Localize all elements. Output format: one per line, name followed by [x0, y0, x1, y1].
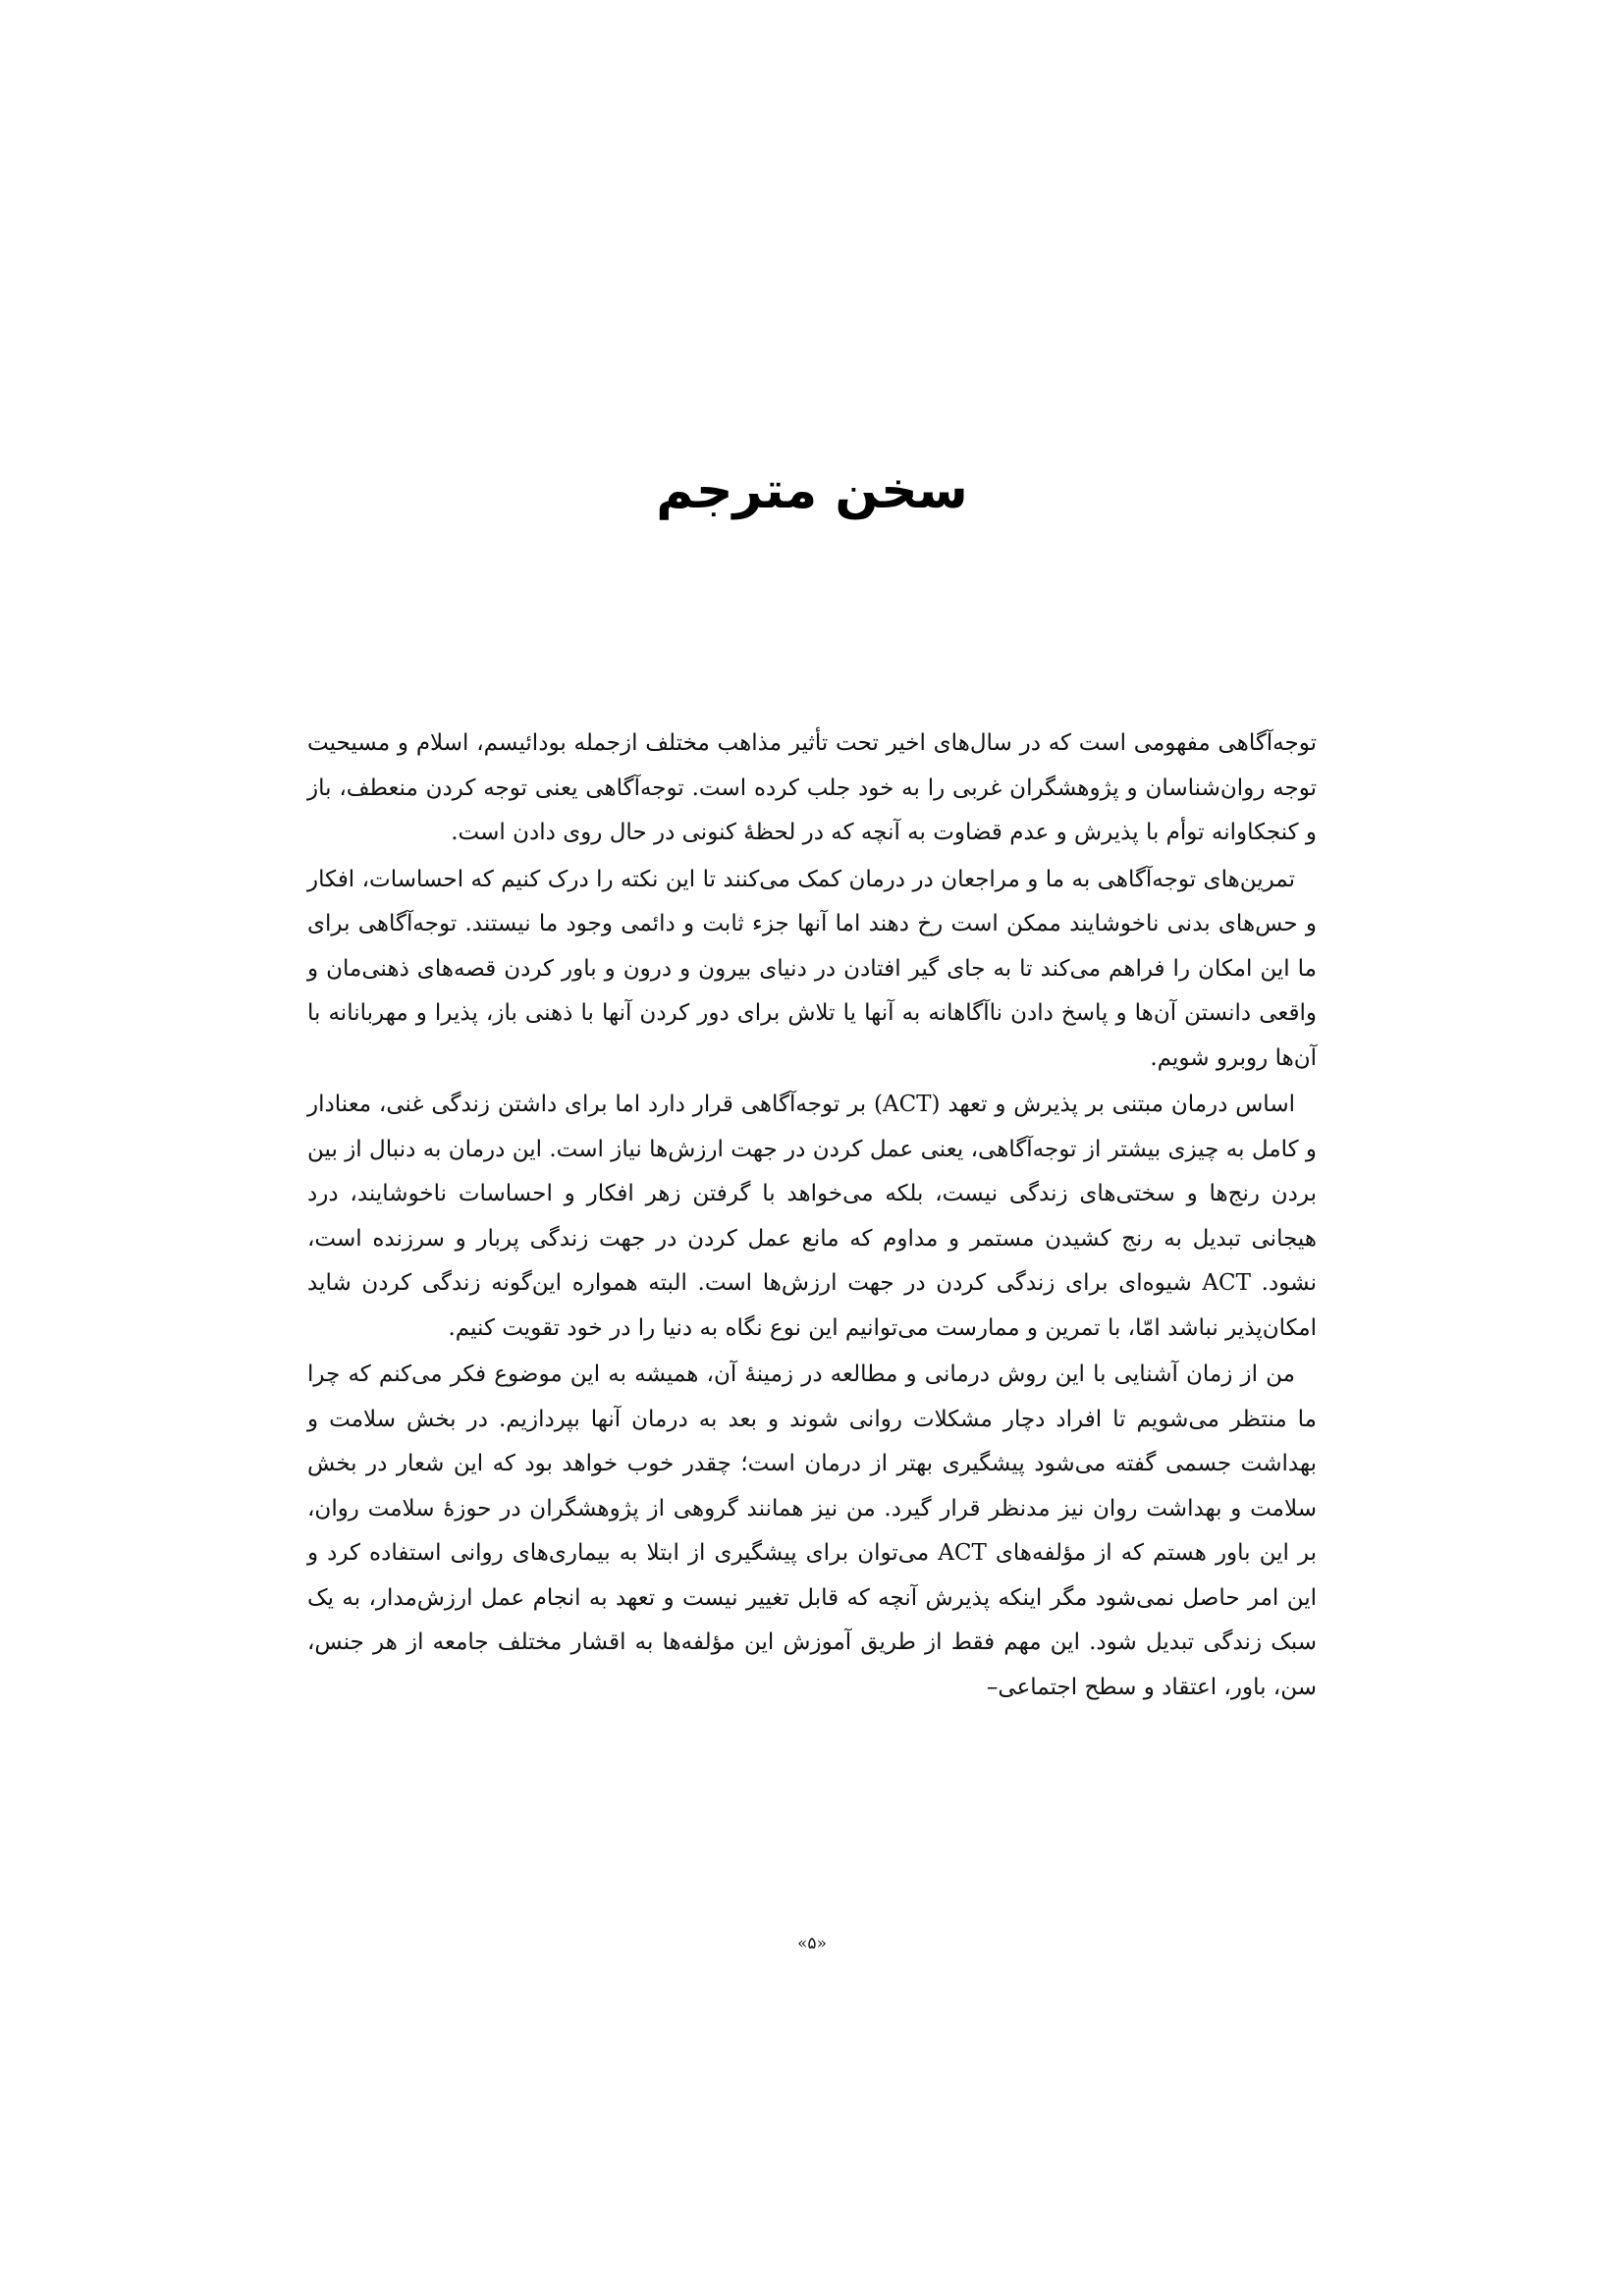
- paragraph-4: من از زمان آشنایی با این روش درمانی و مطالعه در زمینهٔ آن، همیشه به این موضوع فکر می‌کنم که چرا ما منتظر می‌شویم تا افراد دچار مشکلات روانی شوند و بعد به درمان آنها بپردازیم. در بخش سلامت و بهداشت جسمی گفته می‌شود پیشگیری بهتر از درمان است؛ چقدر خوب خواهد بود که این شعار در بخش سلامت و بهداشت روان نیز مدنظر قرار گیرد. من نیز همانند گروهی از پژوهشگران در حوزهٔ سلامت روان، بر این باور هستم که از مؤلفه‌های ACT می‌توان برای پیشگیری از ابتلا به بیماری‌های روانی استفاده کرد و این امر حاصل نمی‌شود مگر اینکه پذیرش آنچه که قابل تغییر نیست و تعهد به انجام عمل ارزش‌مدار، به یک سبک زندگی تبدیل شود. این مهم فقط از طریق آموزش این مؤلفه‌ها به اقشار مختلف جامعه از هر جنس، سن، باور، اعتقاد و سطح اجتماعی–: [307, 1362, 1318, 1700]
- paragraph-2: تمرین‌های توجه‌آگاهی به ما و مراجعان در درمان کمک می‌کنند تا این نکته را درک کنیم که احساسات، افکار و حس‌های بدنی ناخوشایند ممکن است رخ دهند اما آنها جزء ثابت و دائمی وجود ما نیستند. توجه‌آگاهی برای ما این امکان را فراهم می‌کند تا به جای گیر افتادن در دنیای بیرون و درون و باور کردن قصه‌های ذهنی‌مان و واقعی دانستن آن‌ها و پاسخ دادن ناآگاهانه به آنها یا تلاش برای دور کردن آنها با ذهنی باز، پذیرا و مهربانانه با آن‌ها روبرو شویم.: [307, 866, 1317, 1071]
- page-number: «۵»: [797, 1934, 827, 1953]
- body-text: [307, 721, 1317, 1712]
- paragraph-3: اساس درمان مبتنی بر پذیرش و تعهد (ACT) بر توجه‌آگاهی قرار دارد اما برای داشتن زندگی غنی، معنادار و کامل به چیزی بیشتر از توجه‌آگاهی، یعنی عمل کردن در جهت ارزش‌ها نیاز است. این درمان به دنبال از بین بردن رنج‌ها و سختی‌های زندگی نیست، بلکه می‌خواهد با گرفتن زهر افکار و احساسات ناخوشایند، درد هیجانی تبدیل به رنج کشیدن مستمر و مداوم که مانع عمل کردن در جهت زندگی پربار و سرزنده است، نشود. ACT شیوه‌ای برای زندگی کردن در جهت ارزش‌ها است. البته همواره این‌گونه زندگی کردن شاید امکان‌پذیر نباشد امّا، با تمرین و ممارست می‌توانیم این نوع نگاه به دنیا را در خود تقویت کنیم.: [307, 1092, 1317, 1341]
- paragraph-1: توجه‌آگاهی مفهومی است که در سال‌های اخیر تحت تأثیر مذاهب مختلف ازجمله بودائیسم، اسلام و مسیحیت توجه روان‌شناسان و پژوهشگران غربی را به خود جلب کرده است. توجه‌آگاهی یعنی توجه کردن منعطف، باز و کنجکاوانه توأم با پذیرش و عدم قضاوت به آنچه که در لحظهٔ کنونی در حال روی دادن است.: [307, 730, 1317, 845]
- page-title: سخن مترجم: [656, 461, 968, 520]
